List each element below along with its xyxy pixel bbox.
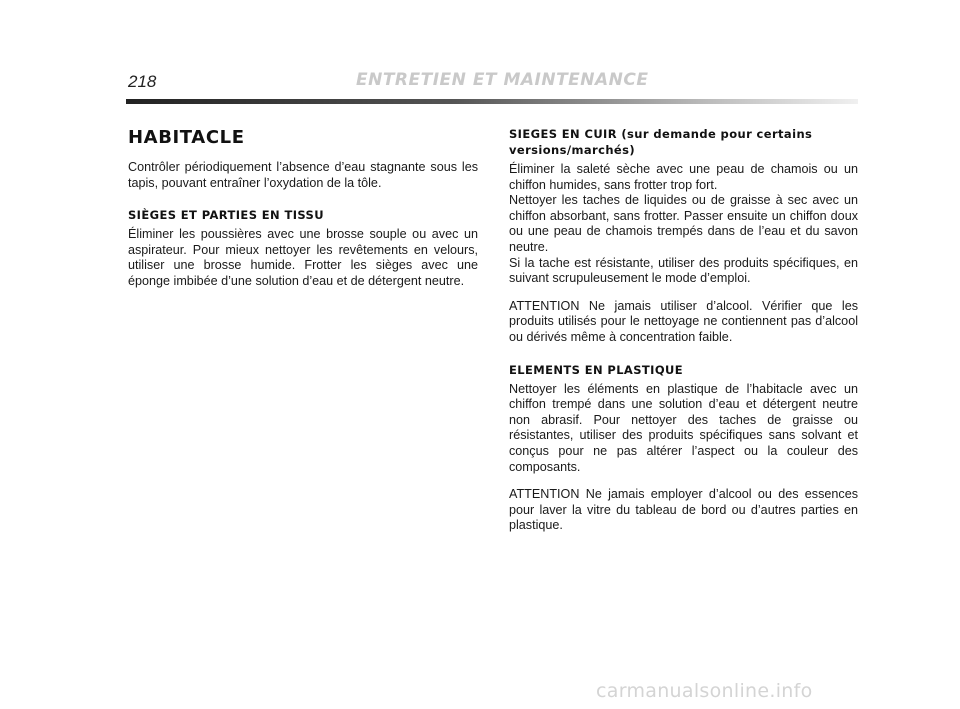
plastic-elements-heading: ELEMENTS EN PLASTIQUE [509,362,684,377]
right-column [509,126,858,534]
fabric-seats-text: Éliminer les poussières avec une brosse souple ou avec un aspirateur. Pour mieux nettoyer les revêtements en velours, utiliser une brosse humide. Frotter les sièges avec une éponge imbibée d’une solution d’eau et de détergent neutre. [128,227,478,288]
leather-seats-paragraph-1: Éliminer la saleté sèche avec une peau de chamois ou un chiffon humides, sans frotter trop fort. [509,162,858,192]
habitacle-intro: Contrôler périodiquement l’absence d’eau stagnante sous les tapis, pouvant entraîner l’oxydation de la tôle. [128,160,478,190]
plastic-elements-text: Nettoyer les éléments en plastique de l’habitacle avec un chiffon trempé dans une solution d’eau et détergent neutre non abrasif. Pour nettoyer des taches de graisse ou résistantes, utiliser des produits spécifiques sans solvant et conçus pour ne pas altérer l’aspect ou la couleur des composants. [509,381,858,474]
header-rule [126,99,858,104]
leather-warning: ATTENTION Ne jamais utiliser d’alcool. Vérifier que les produits utilisés pour le nettoyage ne contiennent pas d’alcool ou dérivés même à concentration faible. [509,298,858,344]
plastic-warning: ATTENTION Ne jamais employer d’alcool ou des essences pour laver la vitre du tableau de bord ou d’autres parties en plastique. [509,487,858,533]
left-column [128,126,478,290]
site-watermark: carmanualsonline.info [596,680,813,702]
page-number: 218 [128,72,157,91]
leather-seats-paragraph-2: Nettoyer les taches de liquides ou de graisse à sec avec un chiffon absorbant, sans frotter. Passer ensuite un chiffon doux ou une peau de chamois trempés dans de l’eau et du savon neutre. [509,193,858,254]
running-title: ENTRETIEN ET MAINTENANCE [356,70,649,90]
fabric-seats-heading: SIÈGES ET PARTIES EN TISSU [128,208,324,223]
leather-seats-paragraph-3: Si la tache est résistante, utiliser des produits spécifiques, en suivant scrupuleusement le mode d’emploi. [509,255,858,286]
leather-seats-heading: SIEGES EN CUIR (sur demande pour certains versions/marchés) [509,127,813,157]
section-title-habitacle: HABITACLE [128,127,245,148]
